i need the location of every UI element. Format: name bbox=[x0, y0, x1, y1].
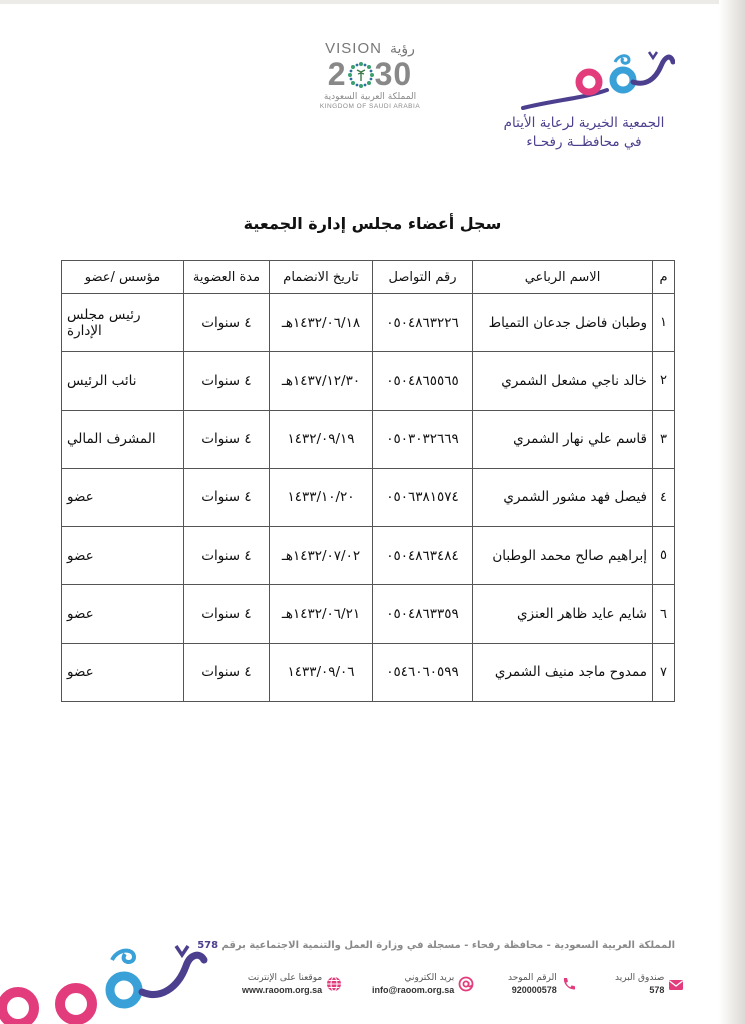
vision-subtitle-en: KINGDOM OF SAUDI ARABIA bbox=[319, 103, 421, 110]
organization-name bbox=[490, 114, 678, 152]
cell-name: فيصل فهد مشور الشمري bbox=[473, 468, 653, 526]
cell-join-date: ١٤٣٣/١٠/٢٠ bbox=[270, 468, 373, 526]
cell-phone: ٠٥٠٤٨٦٣٢٢٦ bbox=[373, 294, 473, 352]
vision-year bbox=[300, 57, 440, 91]
cell-num: ٧ bbox=[653, 643, 675, 701]
cell-term: ٤ سنوات bbox=[184, 410, 270, 468]
cell-num: ٥ bbox=[653, 527, 675, 585]
contact-po-box bbox=[615, 970, 684, 998]
header-num: م bbox=[653, 261, 675, 294]
mail-box-icon bbox=[668, 976, 684, 992]
vision-2030-logo bbox=[300, 40, 440, 126]
cell-name: إبراهيم صالح محمد الوطبان bbox=[473, 527, 653, 585]
cell-term: ٤ سنوات bbox=[184, 527, 270, 585]
cell-join-date: ١٤٣٣/٠٩/٠٦ bbox=[270, 643, 373, 701]
contact-website-value: www.raoom.org.sa bbox=[242, 985, 323, 995]
document-title: سجل أعضاء مجلس إدارة الجمعية bbox=[243, 214, 502, 233]
cell-phone: ٠٥٠٤٨٦٣٤٨٤ bbox=[373, 527, 473, 585]
cell-phone: ٠٥٠٦٣٨١٥٧٤ bbox=[373, 468, 473, 526]
cell-term: ٤ سنوات bbox=[184, 352, 270, 410]
cell-name: خالد ناجي مشعل الشمري bbox=[473, 352, 653, 410]
cell-name: وطبان فاضل جدعان التمياط bbox=[473, 294, 653, 352]
table-header-row bbox=[62, 261, 675, 294]
vision-ar: رؤية bbox=[389, 40, 415, 57]
cell-name: قاسم علي نهار الشمري bbox=[473, 410, 653, 468]
cell-role: عضو bbox=[62, 468, 184, 526]
cell-role: عضو bbox=[62, 527, 184, 585]
header-role: مؤسس /عضو bbox=[62, 261, 184, 294]
registration-line bbox=[197, 940, 675, 951]
cell-name: ممدوح ماجد منيف الشمري bbox=[473, 643, 653, 701]
organization-name-line2: في محافظــة رفحـاء bbox=[526, 134, 642, 150]
registration-text: المملكة العربية السعودية - محافظة رفحاء - مسجلة في وزارة العمل والتنمية الاجتماعية برقم bbox=[218, 940, 675, 951]
header-name: الاسم الرباعي bbox=[473, 261, 653, 294]
contact-email bbox=[372, 970, 474, 998]
table-row bbox=[62, 585, 675, 643]
contact-website-label: موقعنا على الإنترنت bbox=[247, 973, 323, 983]
table-row bbox=[62, 527, 675, 585]
cell-num: ٤ bbox=[653, 468, 675, 526]
scan-border-top bbox=[0, 0, 745, 4]
scan-border-right bbox=[719, 0, 745, 1024]
at-icon bbox=[458, 976, 474, 992]
cell-phone: ٠٥٤٦٠٦٠٥٩٩ bbox=[373, 643, 473, 701]
cell-phone: ٠٥٠٤٨٦٥٥٦٥ bbox=[373, 352, 473, 410]
registration-number: 578 bbox=[197, 940, 219, 951]
cell-join-date: ١٤٣٧/١٢/٣٠هـ bbox=[270, 352, 373, 410]
contact-email-label: بريد الكتروني bbox=[404, 973, 455, 983]
cell-num: ٣ bbox=[653, 410, 675, 468]
header-join-date: تاريخ الانضمام bbox=[270, 261, 373, 294]
contact-email-value: info@raoom.org.sa bbox=[372, 985, 455, 995]
vision-subtitle-ar: المملكة العربية السعودية bbox=[323, 92, 417, 102]
header-term: مدة العضوية bbox=[184, 261, 270, 294]
cell-role: المشرف المالي bbox=[62, 410, 184, 468]
contact-phone bbox=[508, 970, 577, 998]
table-row bbox=[62, 352, 675, 410]
table-row bbox=[62, 643, 675, 701]
vision-en: VISION bbox=[325, 40, 382, 57]
cell-num: ٦ bbox=[653, 585, 675, 643]
cell-role: عضو bbox=[62, 643, 184, 701]
contact-website bbox=[242, 970, 342, 998]
cell-phone: ٠٥٠٤٨٦٣٣٥٩ bbox=[373, 585, 473, 643]
contact-po-box-label: صندوق البريد bbox=[615, 973, 665, 983]
organization-name-line1: الجمعية الخيرية لرعاية الأيتام bbox=[503, 115, 665, 131]
cell-join-date: ١٤٣٢/٠٧/٠٢هـ bbox=[270, 527, 373, 585]
phone-icon bbox=[561, 976, 577, 992]
cell-join-date: ١٤٣٢/٠٦/٢١هـ bbox=[270, 585, 373, 643]
header-phone: رقم التواصل bbox=[373, 261, 473, 294]
cell-term: ٤ سنوات bbox=[184, 643, 270, 701]
raoom-footer-logo bbox=[0, 930, 210, 1024]
vision-year-start: 2 bbox=[327, 56, 347, 92]
cell-name: شايم عايد ظاهر العنزي bbox=[473, 585, 653, 643]
cell-role: رئيس مجلس الإدارة bbox=[62, 294, 184, 352]
cell-term: ٤ سنوات bbox=[184, 468, 270, 526]
board-members-table bbox=[61, 260, 675, 702]
table-row bbox=[62, 294, 675, 352]
cell-role: عضو bbox=[62, 585, 184, 643]
vision-year-end: 30 bbox=[374, 56, 413, 92]
contact-phone-label: الرقم الموحد bbox=[508, 973, 557, 983]
contact-phone-value: 920000578 bbox=[511, 985, 557, 995]
contact-po-box-value: 578 bbox=[649, 985, 665, 995]
palm-emblem-icon bbox=[347, 61, 375, 89]
table-row bbox=[62, 468, 675, 526]
raoom-logo bbox=[515, 40, 675, 112]
globe-icon bbox=[326, 976, 342, 992]
cell-term: ٤ سنوات bbox=[184, 294, 270, 352]
cell-num: ٢ bbox=[653, 352, 675, 410]
raoom-logo-text: رؤوم bbox=[515, 40, 518, 41]
cell-term: ٤ سنوات bbox=[184, 585, 270, 643]
cell-phone: ٠٥٠٣٠٣٢٦٦٩ bbox=[373, 410, 473, 468]
cell-role: نائب الرئيس bbox=[62, 352, 184, 410]
cell-join-date: ١٤٣٢/٠٩/١٩ bbox=[270, 410, 373, 468]
table-row bbox=[62, 410, 675, 468]
cell-join-date: ١٤٣٢/٠٦/١٨هـ bbox=[270, 294, 373, 352]
cell-num: ١ bbox=[653, 294, 675, 352]
